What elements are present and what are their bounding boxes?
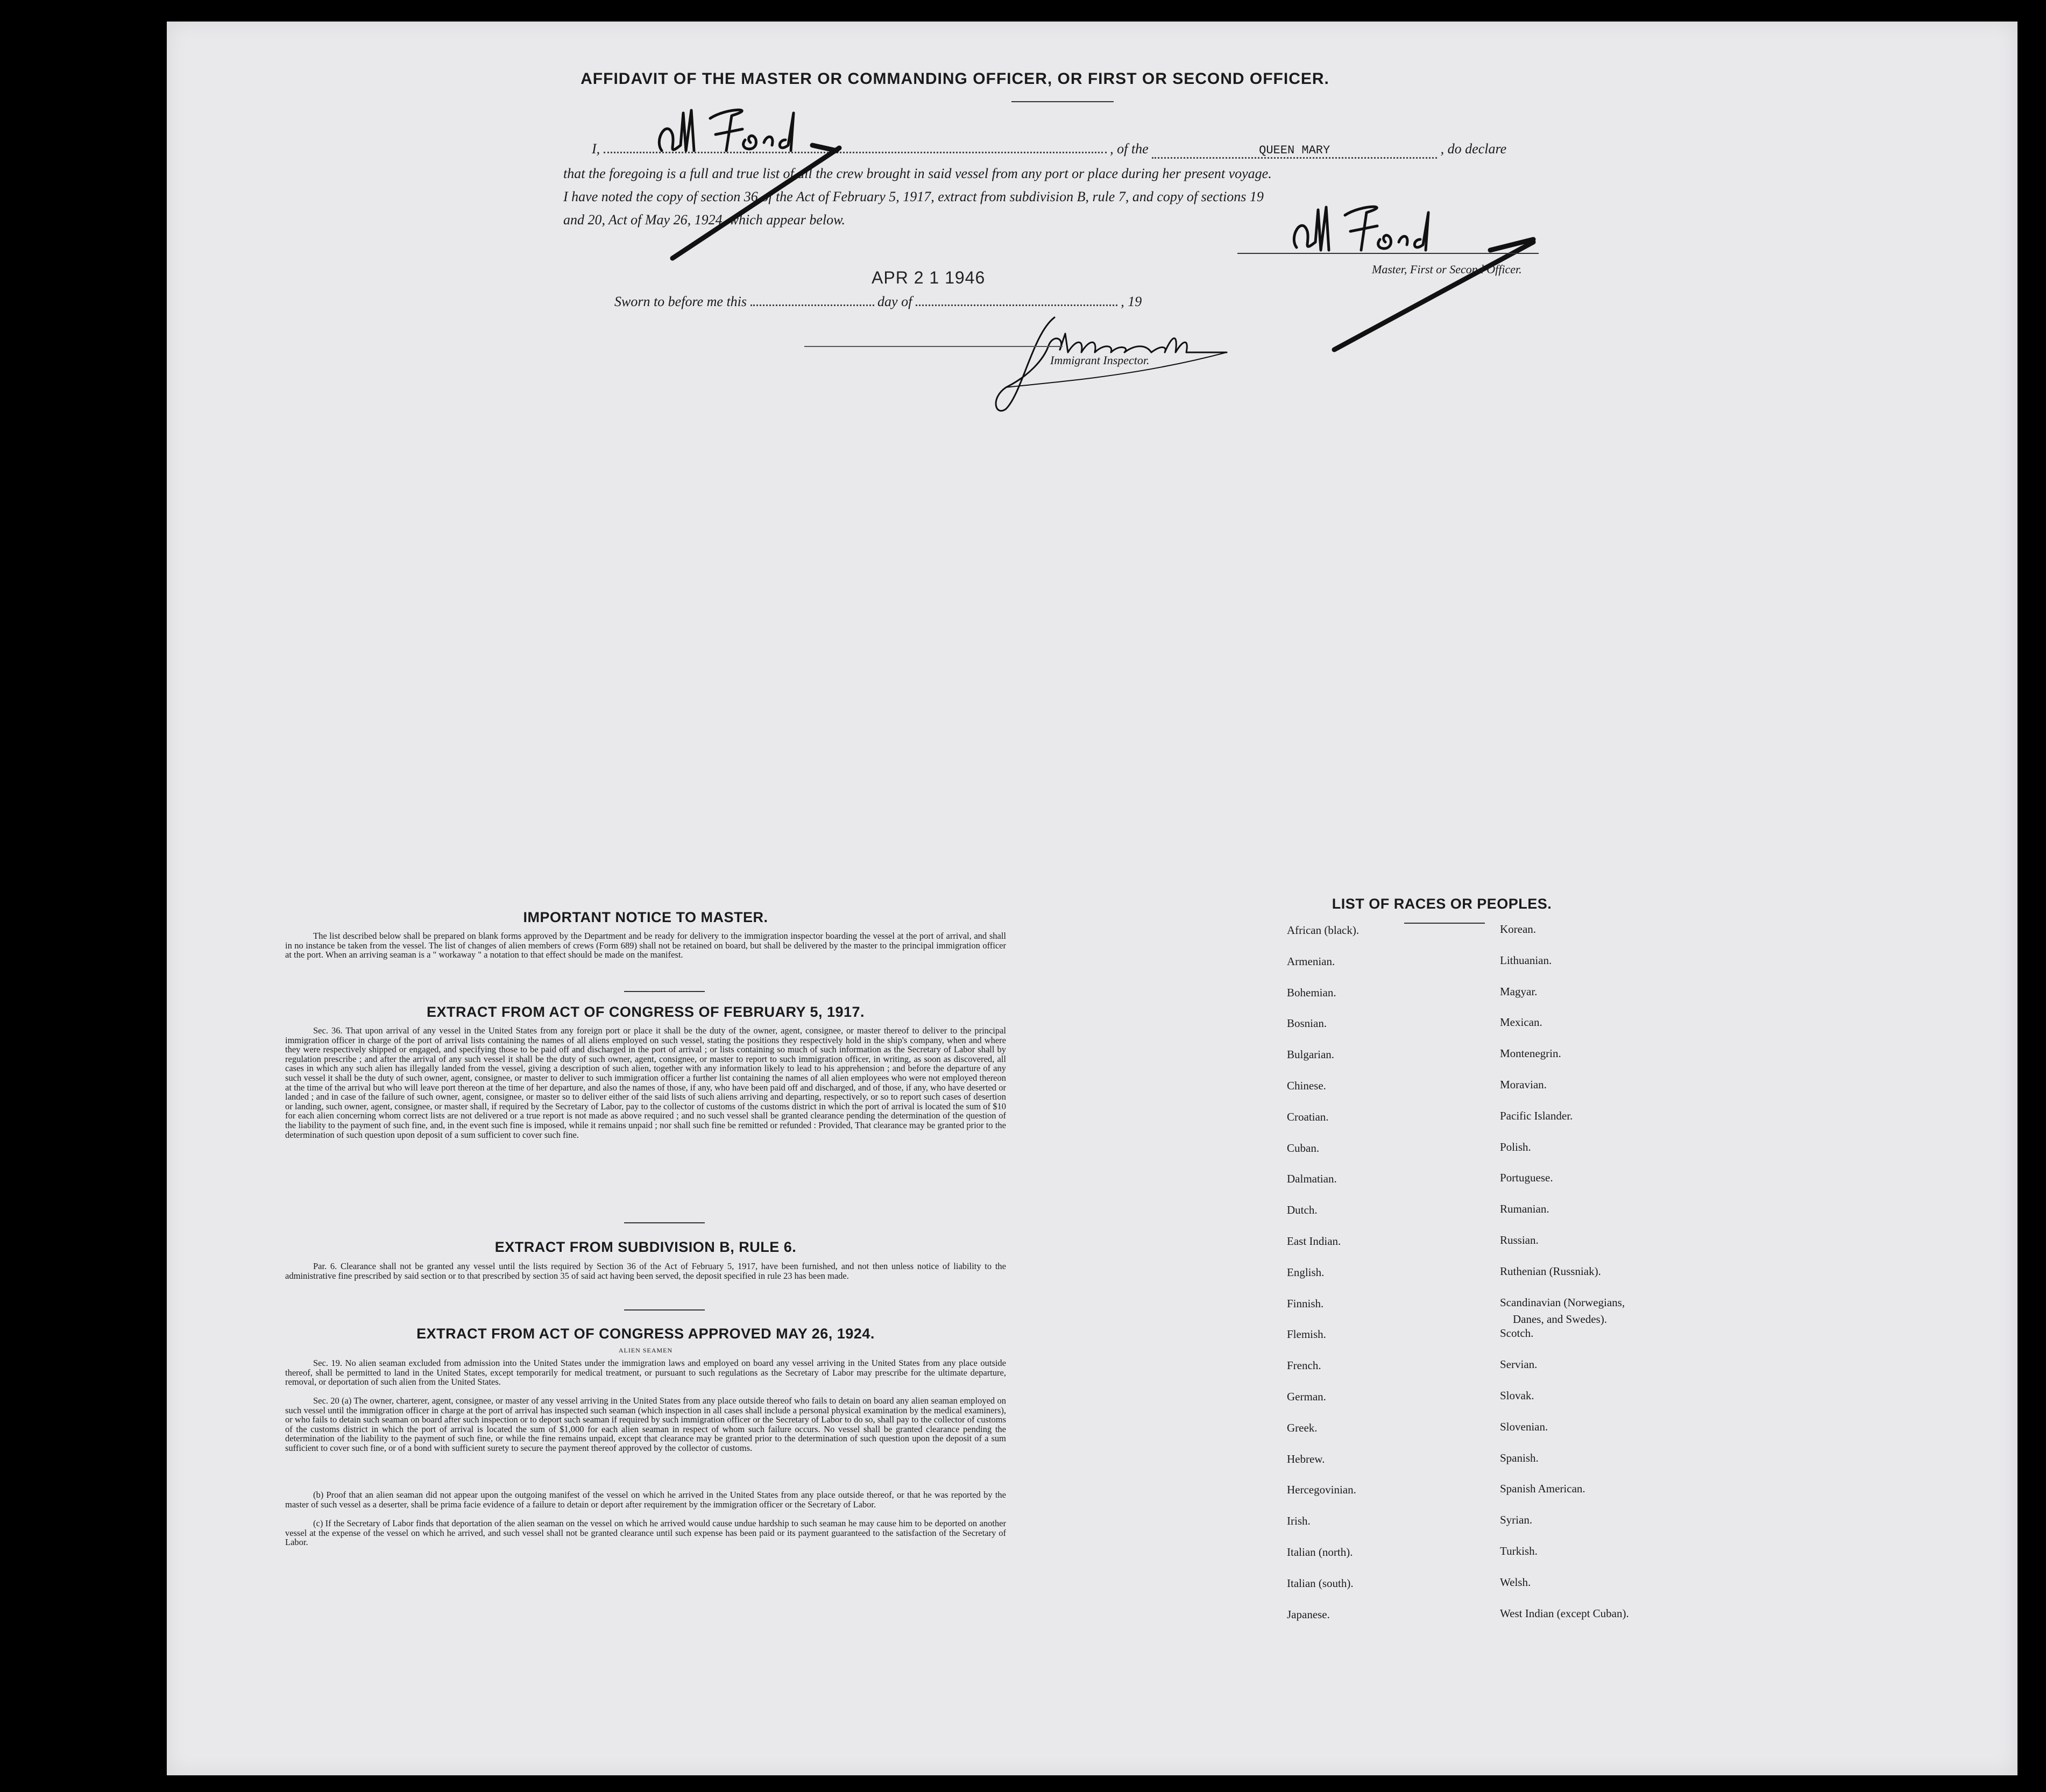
race-item: Bulgarian. bbox=[1287, 1048, 1335, 1061]
race-item: Dutch. bbox=[1287, 1203, 1318, 1217]
race-item: East Indian. bbox=[1287, 1235, 1341, 1248]
text-of-the: , of the bbox=[1110, 141, 1149, 157]
race-item: West Indian (except Cuban). bbox=[1500, 1606, 1629, 1620]
race-item: Japanese. bbox=[1287, 1607, 1330, 1621]
affidavit-line-4: and 20, Act of May 26, 1924, which appear below. bbox=[563, 212, 846, 228]
rule6-text: Par. 6. Clearance shall not be granted any vessel until the lists required by Section 36 of the Act of February 5, 1917, have been furnished, and not then unless notice of liability to the administrative fine prescribed by said section or to that prescribed by section 35 of said act having been served, the deposit specified in rule 23 has been made. bbox=[285, 1261, 1006, 1281]
extract-1917-title: EXTRACT FROM ACT OF CONGRESS OF FEBRUARY 5, 1917. bbox=[426, 1004, 865, 1020]
vessel-blank bbox=[1152, 141, 1437, 159]
race-item: Flemish. bbox=[1287, 1328, 1326, 1341]
race-item: Ruthenian (Russniak). bbox=[1500, 1264, 1601, 1278]
affidavit-line-3: I have noted the copy of section 36 of the Act of February 5, 1917, extract from subdivision B, rule 7, and copy of sections 19 bbox=[563, 189, 1264, 204]
race-item: Pacific Islander. bbox=[1500, 1109, 1573, 1122]
race-item: Montenegrin. bbox=[1500, 1047, 1561, 1060]
race-item: Lithuanian. bbox=[1500, 953, 1552, 967]
race-item: Mexican. bbox=[1500, 1016, 1542, 1029]
race-item: Croatian. bbox=[1287, 1110, 1329, 1123]
rule6-title: EXTRACT FROM SUBDIVISION B, RULE 6. bbox=[494, 1239, 797, 1255]
race-item: Servian. bbox=[1500, 1358, 1538, 1371]
race-item: Syrian. bbox=[1500, 1513, 1533, 1527]
race-item: Cuban. bbox=[1287, 1141, 1320, 1154]
extract-1924-title: EXTRACT FROM ACT OF CONGRESS APPROVED MAY 26, 1924. bbox=[416, 1326, 875, 1342]
race-item: Polish. bbox=[1500, 1140, 1531, 1153]
divider bbox=[1404, 923, 1485, 924]
date-stamp: APR 2 1 1946 bbox=[872, 268, 986, 287]
sworn-prefix: Sworn to before me this bbox=[614, 294, 747, 309]
race-item: Hercegovinian. bbox=[1287, 1483, 1356, 1497]
race-item: Italian (north). bbox=[1287, 1546, 1353, 1559]
divider bbox=[624, 1309, 705, 1311]
race-item: Armenian. bbox=[1287, 954, 1335, 968]
divider bbox=[624, 991, 705, 992]
document-page bbox=[167, 22, 2017, 1775]
race-item: Rumanian. bbox=[1500, 1202, 1549, 1216]
race-item: Korean. bbox=[1500, 923, 1537, 936]
race-item: Bohemian. bbox=[1287, 986, 1336, 999]
race-item: Slovak. bbox=[1500, 1389, 1534, 1402]
race-item: Slovenian. bbox=[1500, 1420, 1548, 1433]
race-item: Turkish. bbox=[1500, 1545, 1538, 1557]
sworn-day-of: day of bbox=[877, 294, 912, 309]
signature-officer-1 bbox=[651, 91, 952, 264]
race-item: Welsh. bbox=[1500, 1575, 1531, 1589]
officer-signature-line bbox=[1237, 253, 1539, 254]
race-item: German. bbox=[1287, 1390, 1326, 1403]
race-item: Hebrew. bbox=[1287, 1452, 1325, 1465]
day-blank bbox=[751, 304, 874, 306]
race-item: Spanish. bbox=[1500, 1451, 1539, 1464]
inspector-caption: Immigrant Inspector. bbox=[1050, 353, 1150, 367]
race-item: Bosnian. bbox=[1287, 1017, 1327, 1030]
notice-text: The list described below shall be prepared on blank forms approved by the Department and be ready for delivery to the immigration inspector boarding the vessel at the port of arrival, and shall in no instance be taken from the vessel. The list of changes of alien members of crews (Form 689) shall not be retained on board, but shall be delivered by the master to the principal immigration officer at the port. When an arriving seaman is a " workaway " a notation to that effect should be made on the manifest. bbox=[285, 931, 1006, 960]
race-item: Chinese. bbox=[1287, 1079, 1326, 1092]
race-item: French. bbox=[1287, 1359, 1321, 1372]
race-item: Irish. bbox=[1287, 1514, 1311, 1528]
signature-officer-2 bbox=[1286, 199, 1619, 355]
race-item: Portuguese. bbox=[1500, 1171, 1553, 1185]
affidavit-line-2: that the foregoing is a full and true list of all the crew brought in said vessel from any port or place during her present voyage. bbox=[563, 166, 1272, 181]
text-do-declare: , do declare bbox=[1440, 141, 1507, 157]
race-item: Finnish. bbox=[1287, 1297, 1324, 1310]
race-item: Moravian. bbox=[1500, 1078, 1547, 1091]
race-item: Russian. bbox=[1500, 1234, 1539, 1246]
inspector-signature-line bbox=[804, 346, 1063, 347]
race-item: Greek. bbox=[1287, 1421, 1318, 1434]
sworn-year: , 19 bbox=[1121, 294, 1142, 309]
extract-1917-text: Sec. 36. That upon arrival of any vessel in the United States from any foreign port or place it shall be the duty of the owner, agent, consignee, or master thereof to deliver to the principal immigration officer in charge of the port of arrival lists containing the names of all aliens employed on such vessel, stating the positions they respectively hold in the ship's company, when and where they were respectively shipped or engaged, and specifying those to be paid off and discharged in the port of arrival ; or lists containing so much of such information as the Secretary of Labor shall by regulation prescribe ; and after the arrival of any such vessel it shall be the duty of such owner, agent, consignee, or master to report to such immigration officer, in writing, as soon as discovered, all cases in which any such alien has illegally landed from the vessel, giving a description of such alien, together with any information likely to lead to his apprehension ; and before the departure of any such vessel it shall be the duty of such owner, agent, consignee, or master to deliver to such immigration officer a further list containing the names of all alien employees who were not employed thereon at the time of the arrival but who will leave port thereon at the time of her departure, and also the names of those, if any, who have been paid off and discharged, and of those, if any, who have deserted or landed ; and in case of the failure of such owner, agent, consignee, or master so to deliver either of the said lists of such aliens arriving and departing, respectively, or so to report such cases of desertion or landing, such owner, agent, consignee, or master shall, if required by the Secretary of Labor, pay to the collector of customs of the customs district in which the port of arrival is located the sum of $10 for each alien concerning whom correct lists are not delivered or a true report is not made as above required ; and no such vessel shall be granted clearance pending the determination of the question of the liability to the payment of such fine, and, in the event such fine is imposed, while it remains unpaid ; nor shall such fine be remitted or refunded : Provided, That clearance may be granted prior to the determination of such question upon deposit of a sum sufficient to cover such fine. bbox=[285, 1025, 1006, 1140]
vessel-name: QUEEN MARY bbox=[1259, 144, 1330, 157]
race-item: English. bbox=[1287, 1265, 1325, 1279]
race-item: Spanish American. bbox=[1500, 1482, 1585, 1496]
extract-1924-p3: (b) Proof that an alien seaman did not appear upon the outgoing manifest of the vessel on which he arrived in the United States from any place outside thereof, or that he was reported by the master of such vessel as a deserter, shall be prima facie evidence of a failure to detain or deport after requirement by the immigration officer or the Secretary of Labor. bbox=[285, 1490, 1006, 1510]
divider bbox=[624, 1222, 705, 1223]
affidavit-title: AFFIDAVIT OF THE MASTER OR COMMANDING OFFICER, OR FIRST OR SECOND OFFICER. bbox=[580, 70, 1329, 88]
extract-1924-p1: Sec. 19. No alien seaman excluded from admission into the United States under the immigration laws and employed on board any vessel arriving in the United States from any place outside thereof, shall be permitted to land in the United States, except temporarily for medical treatment, or pursuant to such regulations as the Secretary of Labor may prescribe for the ultimate departure, removal, or deportation of such alien from the United States. bbox=[285, 1358, 1006, 1387]
alien-seamen-subtitle: ALIEN SEAMEN bbox=[618, 1347, 673, 1354]
race-item: Dalmatian. bbox=[1287, 1172, 1337, 1186]
race-item: Italian (south). bbox=[1287, 1576, 1354, 1590]
officer-caption: Master, First or Second Officer. bbox=[1372, 263, 1522, 276]
extract-1924-p4: (c) If the Secretary of Labor finds that deportation of the alien seaman on the vessel on which he arrived would cause undue hardship to such seaman he may cause him to be deported on another vessel at the expense of the vessel on which he arrived, and such vessel shall not be granted clearance until such expense has been paid or its payment guaranteed to the satisfaction of the Secretary of Labor. bbox=[285, 1518, 1006, 1548]
race-item: Magyar. bbox=[1500, 984, 1538, 998]
race-item: Scandinavian (Norwegians, bbox=[1500, 1295, 1625, 1309]
divider bbox=[1011, 101, 1114, 102]
race-item-continuation: Danes, and Swedes). bbox=[1513, 1313, 1607, 1326]
race-item: Scotch. bbox=[1500, 1327, 1534, 1340]
text-i: I, bbox=[592, 141, 600, 157]
race-item: African (black). bbox=[1287, 924, 1360, 937]
races-title: LIST OF RACES OR PEOPLES. bbox=[1332, 896, 1552, 912]
extract-1924-p2: Sec. 20 (a) The owner, charterer, agent, consignee, or master of any vessel arriving in the United States from any place outside thereof who fails to detain on board any alien seaman employed on such vessel until the immigration officer in charge at the port of arrival has inspected such seaman (which inspection in all cases shall include a personal physical examination by the medical examiners), or who fails to detain such seaman on board after such inspection or to deport such seaman if required by such immigration officer or the Secretary of Labor to do so, shall pay to the collector of customs of the customs district in which the port of arrival is located the sum of $1,000 for each alien seaman in respect of whom such failure occurs. No vessel shall be granted clearance pending the determination of the liability to the payment of such fine, or while the fine remains unpaid, except that clearance may be granted prior to the determination of such question upon the deposit of a sum sufficient to cover such fine, or of a bond with sufficient surety to secure the payment thereof approved by the collector of customs. bbox=[285, 1396, 1006, 1453]
notice-title: IMPORTANT NOTICE TO MASTER. bbox=[523, 909, 768, 925]
